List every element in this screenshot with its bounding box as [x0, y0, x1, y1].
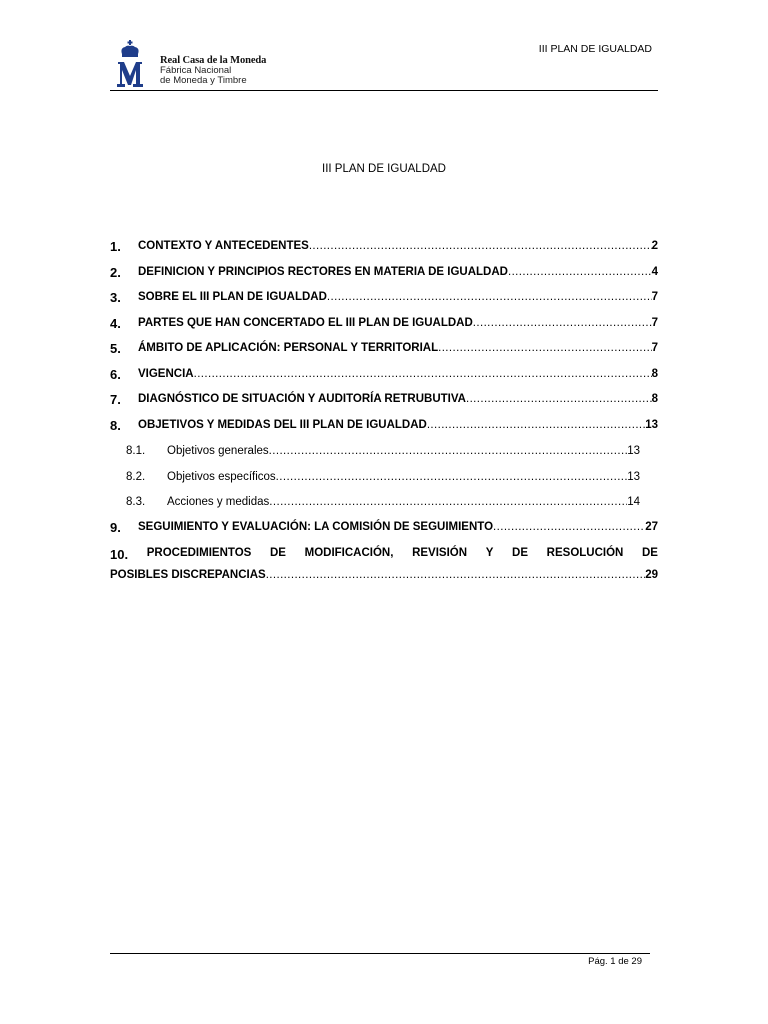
toc-number: 4.: [110, 315, 121, 331]
toc-number: 8.1.: [126, 445, 146, 457]
toc-page: 14: [627, 496, 640, 508]
toc-page: 4: [651, 265, 658, 278]
toc-page: 8: [651, 367, 658, 380]
toc-word: MODIFICACIÓN,: [304, 547, 394, 559]
toc-number: 10.: [110, 547, 129, 562]
toc-number: 8.2.: [126, 470, 146, 483]
toc-number: 7.: [110, 392, 121, 407]
toc-text: ÁMBITO DE APLICACIÓN: PERSONAL Y TERRITORIAL: [138, 342, 439, 354]
toc-page: 13: [627, 470, 640, 483]
brand-name: Real Casa de la Moneda: [160, 55, 267, 66]
toc-leader: [473, 317, 652, 329]
toc-line-2: [110, 569, 658, 581]
page-number: Pág. 1 de 29: [588, 956, 642, 967]
toc-subentry[interactable]: [110, 468, 658, 494]
toc-text: Objetivos generales: [167, 445, 269, 457]
toc-word: RESOLUCIÓN: [546, 547, 624, 559]
toc-page: 13: [645, 418, 658, 431]
toc-text: CONTEXTO Y ANTECEDENTES: [138, 240, 309, 252]
toc-number: 5.: [110, 341, 121, 356]
toc-text: DEFINICION Y PRINCIPIOS RECTORES EN MATERIA DE IGUALDAD: [138, 265, 508, 278]
toc-subentry[interactable]: [110, 493, 658, 519]
toc-word: REVISIÓN: [412, 547, 468, 559]
toc-entry[interactable]: [110, 391, 658, 417]
page-header: [110, 38, 658, 90]
toc-leader: [309, 240, 652, 252]
toc-text: OBJETIVOS Y MEDIDAS DEL III PLAN DE IGUALDAD: [138, 418, 427, 431]
toc-word: PROCEDIMIENTOS: [146, 547, 252, 559]
toc-entry[interactable]: [110, 417, 658, 443]
toc-subentry[interactable]: [110, 442, 658, 468]
toc-number: 8.3.: [126, 496, 146, 508]
toc-number: 3.: [110, 290, 121, 305]
toc-text: SEGUIMIENTO Y EVALUACIÓN: LA COMISIÓN DE SEGUIMIENTO: [138, 520, 494, 533]
document-title: III PLAN DE IGUALDAD: [322, 163, 446, 175]
toc-page: 7: [651, 291, 658, 303]
header-divider: [110, 90, 658, 91]
crown-m-logo-icon: [116, 40, 156, 88]
toc-page: 13: [627, 445, 640, 457]
toc-entry[interactable]: [110, 519, 658, 545]
toc-word: DE: [642, 547, 658, 559]
toc-leader: [269, 445, 628, 457]
toc-number: 1.: [110, 239, 121, 254]
toc-number: 6.: [110, 366, 121, 382]
brand-subtitle-1: Fábrica Nacional: [160, 65, 232, 76]
toc-text: DIAGNÓSTICO DE SITUACIÓN Y AUDITORÍA RETRUBUTIVA: [138, 393, 466, 405]
toc-word: DE: [269, 547, 286, 559]
toc-line-1: [110, 547, 658, 562]
toc-entry[interactable]: [110, 264, 658, 290]
toc-page: 27: [645, 520, 658, 533]
toc-leader: [493, 521, 645, 533]
toc-page: 7: [651, 316, 658, 329]
table-of-contents: [110, 238, 658, 588]
toc-entry[interactable]: [110, 238, 658, 264]
toc-entry[interactable]: [110, 340, 658, 366]
toc-leader: [276, 471, 628, 483]
toc-leader: [266, 569, 646, 581]
toc-text: VIGENCIA: [138, 367, 194, 380]
toc-word: Y: [485, 547, 494, 559]
footer-divider: [110, 953, 650, 954]
toc-number: 9.: [110, 519, 121, 535]
toc-text: PARTES QUE HAN CONCERTADO EL III PLAN DE IGUALDAD: [138, 316, 473, 329]
toc-page: 2: [651, 240, 658, 252]
toc-leader: [269, 496, 627, 508]
toc-entry[interactable]: [110, 315, 658, 341]
toc-text: Objetivos específicos: [167, 470, 276, 483]
toc-text: SOBRE EL III PLAN DE IGUALDAD: [138, 291, 327, 303]
toc-page: 8: [651, 393, 658, 405]
toc-page: 7: [651, 342, 658, 354]
toc-word: DE: [512, 547, 529, 559]
toc-number: 2.: [110, 264, 121, 280]
toc-leader: [466, 393, 652, 405]
toc-leader: [427, 419, 645, 431]
toc-text: Acciones y medidas: [167, 496, 270, 508]
brand-block: [160, 56, 266, 86]
toc-number: 8.: [110, 417, 121, 433]
toc-leader: [508, 266, 652, 278]
toc-leader: [438, 342, 652, 354]
brand-subtitle-2: de Moneda y Timbre: [160, 75, 247, 86]
toc-leader: [327, 291, 652, 303]
toc-entry[interactable]: [110, 289, 658, 315]
toc-page: 29: [645, 569, 658, 581]
toc-entry-wrapped[interactable]: [110, 544, 658, 588]
header-title: III PLAN DE IGUALDAD: [538, 43, 652, 55]
toc-text: POSIBLES DISCREPANCIAS: [110, 569, 266, 581]
toc-leader: [194, 368, 652, 380]
toc-entry[interactable]: [110, 366, 658, 392]
